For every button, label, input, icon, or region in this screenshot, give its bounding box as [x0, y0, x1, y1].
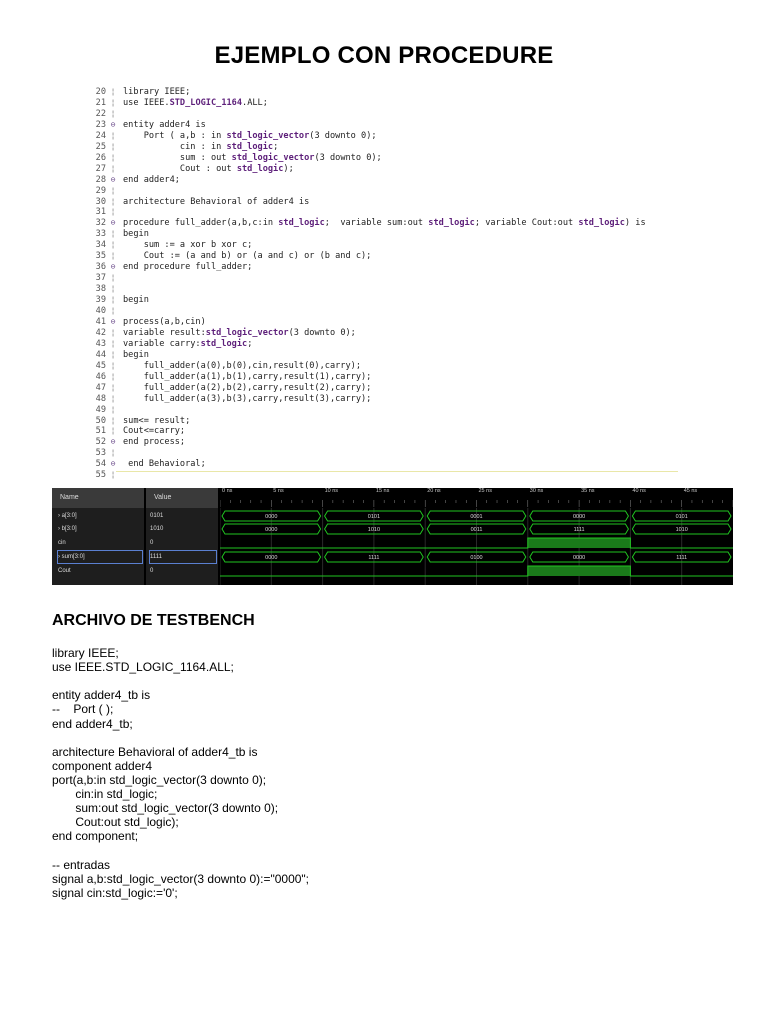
gutter-dash: ¦: [110, 152, 116, 162]
line-number: 39: [95, 295, 106, 306]
line-number: 34: [95, 240, 106, 251]
line-number: 26: [95, 152, 106, 163]
line-number: 54: [95, 459, 106, 470]
gutter-dash: ¦: [110, 448, 116, 458]
testbench-line: sum:out std_logic_vector(3 downto 0);: [52, 801, 279, 816]
waveform-plot: [220, 488, 733, 585]
signal-name[interactable]: › sum[3:0]: [58, 551, 142, 563]
gutter-dash: ¦: [110, 130, 116, 140]
code-line: begin: [123, 295, 149, 306]
code-line: process(a,b,cin): [123, 316, 206, 327]
gutter-dash: ¦: [110, 393, 116, 403]
code-line: full_adder(a(3),b(3),carry,result(3),carry);: [123, 393, 372, 404]
gutter-dash: ¦: [110, 382, 116, 392]
waveform-traces: [220, 488, 733, 585]
line-number: 23: [95, 119, 106, 130]
bit-high-region: [528, 538, 631, 548]
fold-toggle-icon[interactable]: ⊖: [110, 174, 116, 184]
code-editor-screenshot: [86, 83, 678, 481]
code-line: Cout := (a and b) or (a and c) or (b and c);: [123, 251, 372, 262]
fold-toggle-icon[interactable]: ⊖: [110, 437, 116, 447]
line-number: 32: [95, 218, 106, 229]
code-line: end process;: [123, 437, 186, 448]
time-tick-label: 5 ns: [273, 488, 284, 494]
signal-name[interactable]: cin: [58, 540, 66, 546]
line-number: 27: [95, 163, 106, 174]
bus-value-label: 0000: [572, 555, 586, 561]
line-number: 49: [95, 404, 106, 415]
code-line: sum : out std_logic_vector(3 downto 0);: [123, 152, 382, 163]
testbench-line: component adder4: [52, 758, 153, 773]
gutter-dash: ¦: [110, 240, 116, 250]
bus-value-label: 0000: [265, 527, 278, 533]
testbench-line: signal cin:std_logic:='0';: [52, 885, 178, 900]
testbench-line: architecture Behavioral of adder4_tb is: [52, 744, 258, 759]
line-number: 24: [95, 130, 106, 141]
testbench-line: signal a,b:std_logic_vector(3 downto 0):="0000";: [52, 871, 310, 886]
line-number: 29: [95, 185, 106, 196]
signal-name[interactable]: Cout: [58, 568, 71, 574]
gutter-dash: ¦: [110, 141, 116, 151]
bit-high-region: [528, 566, 631, 576]
time-tick-label: 10 ns: [324, 488, 339, 494]
code-line: cin : in std_logic;: [123, 141, 279, 152]
bus-value-label: 1010: [675, 527, 688, 533]
testbench-line: Cout:out std_logic);: [52, 815, 179, 830]
code-line: Port ( a,b : in std_logic_vector(3 downto 0);: [123, 130, 377, 141]
gutter-dash: ¦: [110, 415, 116, 425]
gutter-dash: ¦: [110, 273, 116, 283]
code-line: begin: [123, 229, 149, 240]
bus-value-label: 0000: [265, 514, 278, 520]
fold-toggle-icon[interactable]: ⊖: [110, 316, 116, 326]
line-number: 45: [95, 360, 106, 371]
bus-value-label: 0011: [470, 527, 483, 533]
line-number: 30: [95, 196, 106, 207]
line-number: 22: [95, 108, 106, 119]
gutter-dash: ¦: [110, 251, 116, 261]
bus-value-label: 1111: [368, 555, 380, 561]
testbench-line: cin:in std_logic;: [52, 787, 158, 801]
gutter-dash: ¦: [110, 97, 116, 107]
code-line: Cout<=carry;: [123, 426, 186, 437]
gutter-dash: ¦: [110, 196, 116, 206]
code-line: variable carry:std_logic;: [123, 338, 253, 349]
line-number: 46: [95, 371, 106, 382]
signal-value: 0: [150, 568, 154, 574]
line-number: 50: [95, 415, 106, 426]
code-line: procedure full_adder(a,b,c:in std_logic; variable sum:out std_logic; variable Cout:out std_logic) is: [123, 218, 646, 229]
testbench-line: end component;: [52, 829, 139, 844]
line-number: 44: [95, 349, 106, 360]
fold-toggle-icon[interactable]: ⊖: [110, 262, 116, 272]
line-number: 41: [95, 316, 106, 327]
code-line: full_adder(a(1),b(1),carry,result(1),carry);: [123, 371, 372, 382]
gutter-dash: ¦: [110, 470, 116, 480]
code-line: library IEEE;: [123, 87, 191, 97]
line-number: 36: [95, 262, 106, 273]
bus-value-label: 0101: [675, 514, 688, 520]
line-number: 52: [95, 437, 106, 448]
signal-value: 1010: [150, 526, 164, 532]
code-line: full_adder(a(2),b(2),carry,result(2),carry);: [123, 382, 372, 393]
testbench-line: end adder4_tb;: [52, 716, 133, 731]
code-line: full_adder(a(0),b(0),cin,result(0),carry);: [123, 360, 361, 371]
time-tick-label: 25 ns: [478, 488, 492, 494]
testbench-line: library IEEE;: [52, 646, 119, 660]
line-number: 42: [95, 327, 106, 338]
time-tick-label: 35 ns: [581, 488, 595, 494]
gutter-dash: ¦: [110, 327, 116, 337]
bus-value-label: 0000: [265, 555, 278, 561]
gutter-dash: ¦: [110, 360, 116, 370]
code-line: entity adder4 is: [123, 119, 206, 130]
gutter-dash: ¦: [110, 426, 116, 436]
testbench-line: port(a,b:in std_logic_vector(3 downto 0);: [52, 772, 267, 787]
code-line: architecture Behavioral of adder4 is: [123, 196, 310, 207]
gutter-dash: ¦: [110, 306, 116, 315]
line-number: 37: [95, 273, 106, 284]
line-number: 33: [95, 229, 106, 240]
line-number: 21: [95, 97, 106, 108]
fold-toggle-icon[interactable]: ⊖: [110, 459, 116, 469]
line-number: 51: [95, 426, 106, 437]
line-number: 35: [95, 251, 106, 262]
gutter-dash: ¦: [110, 207, 116, 217]
signal-name[interactable]: › b[3:0]: [58, 526, 77, 532]
gutter-dash: ¦: [110, 404, 116, 414]
bus-value-label: 1111: [573, 527, 585, 533]
gutter-dash: ¦: [110, 371, 116, 381]
gutter-dash: ¦: [110, 87, 116, 96]
signal-name[interactable]: › a[3:0]: [58, 513, 77, 519]
code-line: end Behavioral;: [123, 459, 206, 470]
gutter-dash: ¦: [110, 349, 116, 359]
gutter-dash: ¦: [110, 163, 116, 173]
time-tick-label: 30 ns: [529, 488, 544, 494]
page-title: EJEMPLO CON PROCEDURE: [214, 42, 554, 69]
code-line: Cout : out std_logic);: [123, 163, 294, 174]
bus-value-label: 0100: [470, 555, 483, 561]
time-tick-label: 0 ns: [222, 488, 233, 494]
bus-value-label: 1010: [367, 527, 381, 533]
signal-value: 0: [150, 540, 154, 546]
line-number: 20: [95, 87, 106, 97]
line-number: 47: [95, 382, 106, 393]
testbench-line: use IEEE.STD_LOGIC_1164.ALL;: [52, 660, 234, 675]
value-header: Value: [146, 488, 218, 508]
line-number: 38: [95, 284, 106, 295]
code-line: end adder4;: [123, 174, 180, 185]
gutter-dash: ¦: [110, 284, 116, 294]
line-number: 48: [95, 393, 106, 404]
gutter-dash: ¦: [110, 338, 116, 348]
line-number: 55: [95, 470, 106, 481]
gutter-dash: ¦: [110, 295, 116, 305]
waveform-viewer: [52, 488, 733, 585]
bus-value-label: 0000: [572, 514, 586, 520]
line-number: 40: [95, 306, 106, 316]
bus-value-label: 0101: [367, 514, 381, 520]
testbench-line: -- Port ( );: [52, 702, 114, 717]
testbench-heading: ARCHIVO DE TESTBENCH: [52, 612, 255, 629]
gutter-dash: ¦: [110, 229, 116, 239]
time-tick-label: 40 ns: [632, 488, 646, 494]
line-number: 28: [95, 174, 106, 185]
testbench-line: entity adder4_tb is: [52, 688, 151, 703]
code-line: sum := a xor b xor c;: [123, 240, 253, 251]
line-number: 25: [95, 141, 106, 152]
bus-value-label: 1111: [676, 555, 688, 561]
code-line: end procedure full_adder;: [123, 262, 253, 273]
line-number: 31: [95, 207, 106, 218]
code-line: sum<= result;: [123, 415, 191, 426]
time-tick-label: 20 ns: [427, 488, 441, 494]
gutter-dash: ¦: [110, 185, 116, 195]
name-header: Name: [52, 488, 144, 508]
line-number: 43: [95, 338, 106, 349]
bus-value-label: 0001: [470, 514, 483, 520]
time-tick-label: 45 ns: [683, 488, 698, 494]
code-line: begin: [123, 349, 149, 360]
fold-toggle-icon[interactable]: ⊖: [110, 218, 116, 228]
code-line: use IEEE.STD_LOGIC_1164.ALL;: [123, 97, 268, 108]
editor-bottom-divider: [116, 471, 678, 472]
signal-value: 1111: [150, 551, 216, 563]
code-line: variable result:std_logic_vector(3 downto 0);: [123, 327, 356, 338]
fold-toggle-icon[interactable]: ⊖: [110, 119, 116, 129]
time-tick-label: 15 ns: [375, 488, 390, 494]
testbench-line: -- entradas: [52, 857, 111, 872]
line-number: 53: [95, 448, 106, 459]
gutter-dash: ¦: [110, 108, 116, 118]
signal-value: 0101: [150, 513, 164, 519]
